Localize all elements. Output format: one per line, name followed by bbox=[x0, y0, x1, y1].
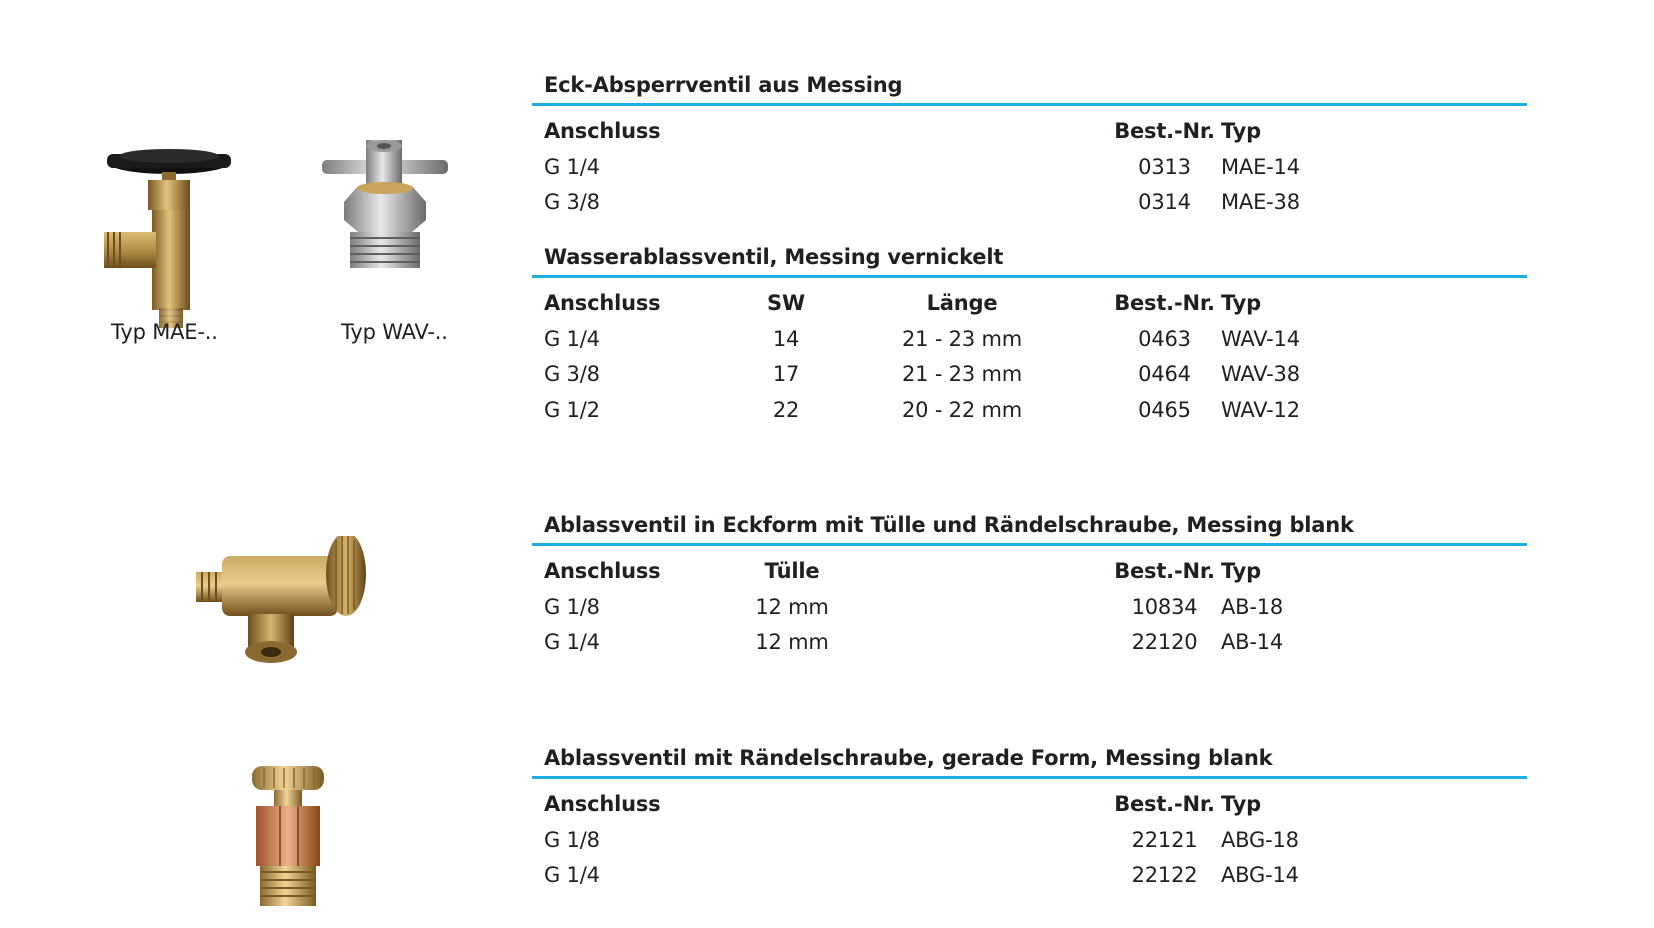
section-wasserablassventil bbox=[532, 244, 1527, 426]
cell-sw: 14 bbox=[772, 326, 800, 351]
cell-tuelle: 12 mm bbox=[755, 630, 829, 654]
cell-best-nr: 0464 bbox=[1138, 362, 1191, 386]
table-row bbox=[532, 821, 1527, 857]
cell-typ: ABG-18 bbox=[1221, 827, 1299, 852]
table-row bbox=[532, 355, 1527, 391]
mae-valve-image bbox=[104, 142, 234, 332]
cell-best-nr: 22121 bbox=[1131, 827, 1198, 852]
col-typ: Typ bbox=[1221, 291, 1261, 315]
cell-best-nr: 0463 bbox=[1138, 326, 1191, 351]
col-anschluss: Anschluss bbox=[544, 559, 661, 583]
table-row bbox=[532, 183, 1527, 219]
section-title: Ablassventil mit Rändelschraube, gerade Form, Messing blank bbox=[532, 745, 1527, 779]
col-anschluss: Anschluss bbox=[544, 291, 661, 315]
section-ablassventil-eckform bbox=[532, 512, 1527, 659]
cell-anschluss: G 1/8 bbox=[544, 827, 600, 852]
cell-typ: MAE-14 bbox=[1221, 154, 1300, 179]
cell-typ: MAE-38 bbox=[1221, 190, 1300, 214]
cell-anschluss: G 1/2 bbox=[544, 397, 600, 422]
section-eck-absperrventil bbox=[532, 72, 1527, 219]
cell-anschluss: G 1/4 bbox=[544, 326, 600, 351]
section-title: Wasserablassventil, Messing vernickelt bbox=[532, 244, 1527, 278]
col-anschluss: Anschluss bbox=[544, 792, 661, 816]
cell-anschluss: G 1/4 bbox=[544, 863, 600, 887]
cell-typ: WAV-38 bbox=[1221, 362, 1300, 386]
table-row bbox=[532, 320, 1527, 356]
cell-best-nr: 22122 bbox=[1131, 863, 1198, 887]
table-row bbox=[532, 623, 1527, 659]
cell-sw: 22 bbox=[772, 397, 800, 422]
cell-laenge: 20 - 22 mm bbox=[902, 397, 1022, 422]
table-header bbox=[532, 284, 1527, 320]
table-row bbox=[532, 148, 1527, 184]
table-header bbox=[532, 785, 1527, 821]
col-typ: Typ bbox=[1221, 559, 1261, 583]
cell-typ: ABG-14 bbox=[1221, 863, 1299, 887]
cell-best-nr: 0314 bbox=[1138, 190, 1191, 214]
cell-anschluss: G 1/4 bbox=[544, 154, 600, 179]
col-best-nr: Best.-Nr. bbox=[1114, 559, 1215, 583]
col-laenge: Länge bbox=[926, 291, 998, 315]
cell-sw: 17 bbox=[772, 362, 800, 386]
col-best-nr: Best.-Nr. bbox=[1114, 291, 1215, 315]
section-title: Eck-Absperrventil aus Messing bbox=[532, 72, 1527, 106]
col-tuelle: Tülle bbox=[764, 559, 820, 583]
cell-typ: WAV-14 bbox=[1221, 326, 1300, 351]
cell-best-nr: 0313 bbox=[1138, 154, 1191, 179]
wav-valve-image bbox=[320, 140, 450, 280]
cell-tuelle: 12 mm bbox=[755, 594, 829, 619]
cell-best-nr: 0465 bbox=[1138, 397, 1191, 422]
section-ablassventil-gerade bbox=[532, 745, 1527, 892]
ab-valve-image bbox=[196, 536, 376, 666]
cell-best-nr: 22120 bbox=[1131, 630, 1198, 654]
table-row bbox=[532, 588, 1527, 624]
cell-best-nr: 10834 bbox=[1131, 594, 1198, 619]
cell-anschluss: G 1/8 bbox=[544, 594, 600, 619]
cell-typ: AB-14 bbox=[1221, 630, 1284, 654]
cell-laenge: 21 - 23 mm bbox=[902, 326, 1022, 351]
wav-caption: Typ WAV-.. bbox=[341, 320, 448, 344]
table-header bbox=[532, 552, 1527, 588]
cell-typ: WAV-12 bbox=[1221, 397, 1300, 422]
cell-anschluss: G 3/8 bbox=[544, 362, 600, 386]
col-typ: Typ bbox=[1221, 792, 1261, 816]
cell-typ: AB-18 bbox=[1221, 594, 1284, 619]
table-row bbox=[532, 391, 1527, 427]
col-sw: SW bbox=[767, 291, 805, 315]
table-row bbox=[532, 856, 1527, 892]
mae-caption: Typ MAE-.. bbox=[111, 320, 218, 344]
cell-anschluss: G 1/4 bbox=[544, 630, 600, 654]
table-header bbox=[532, 112, 1527, 148]
cell-anschluss: G 3/8 bbox=[544, 190, 600, 214]
col-anschluss: Anschluss bbox=[544, 119, 661, 143]
cell-laenge: 21 - 23 mm bbox=[902, 362, 1022, 386]
col-typ: Typ bbox=[1221, 119, 1261, 143]
abg-valve-image bbox=[250, 766, 326, 910]
col-best-nr: Best.-Nr. bbox=[1114, 119, 1215, 143]
col-best-nr: Best.-Nr. bbox=[1114, 792, 1215, 816]
section-title: Ablassventil in Eckform mit Tülle und Rändelschraube, Messing blank bbox=[532, 512, 1527, 546]
